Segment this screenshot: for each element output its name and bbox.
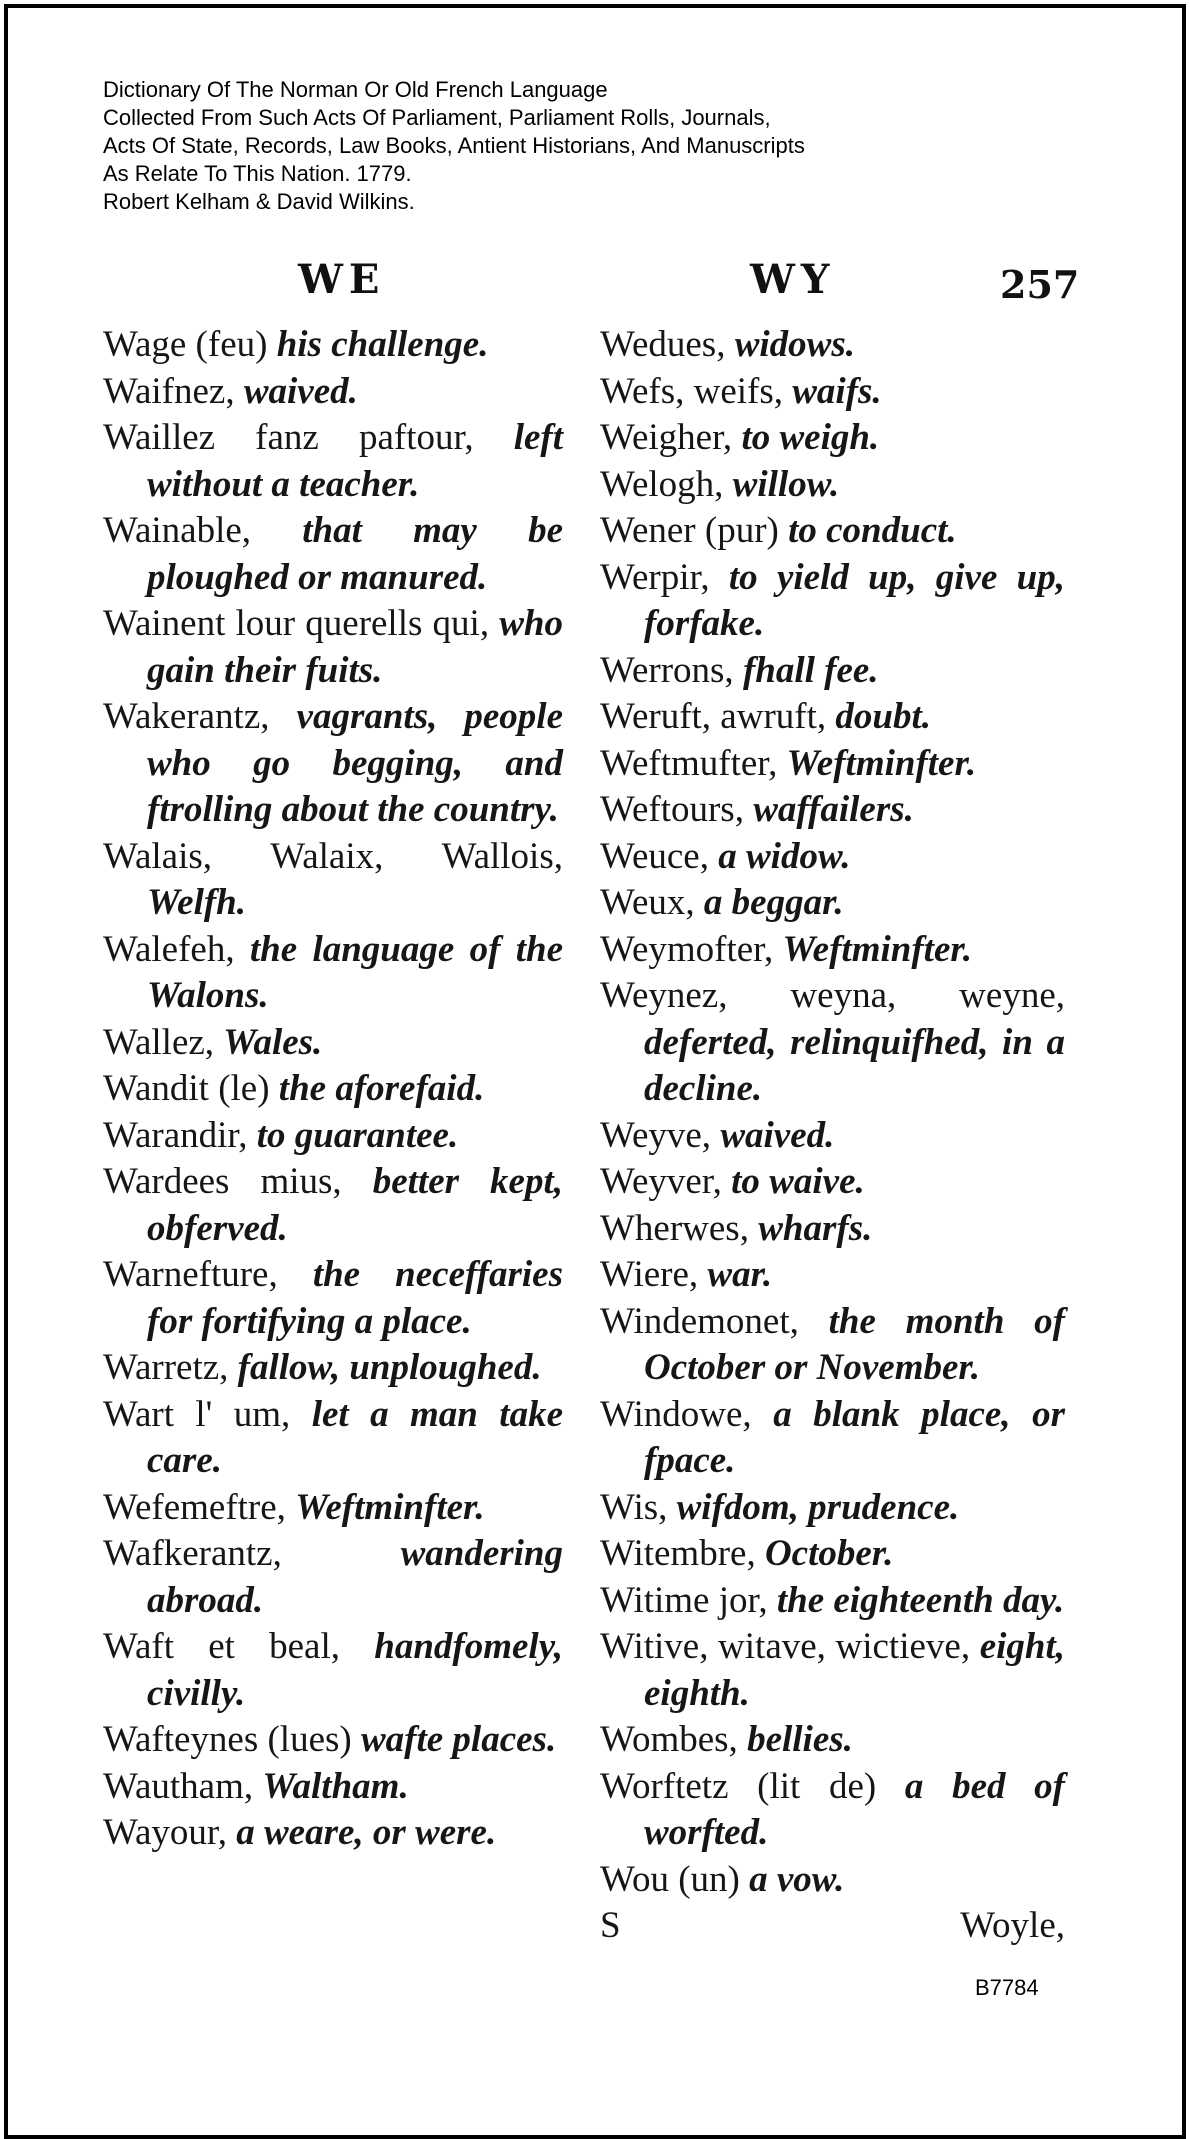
left-column-heading: WE: [298, 256, 386, 303]
header-line: As Relate To This Nation. 1779.: [103, 161, 412, 186]
entry-term: Wardees mius,: [103, 1161, 342, 1202]
dictionary-entry: [600, 1392, 1065, 1485]
dictionary-entry: [103, 1485, 563, 1532]
entry-definition: waived.: [243, 370, 358, 412]
dictionary-entry: [600, 462, 1065, 509]
entry-term: Wafteynes (lues): [103, 1719, 352, 1760]
entry-term: Welogh,: [600, 463, 724, 505]
entry-term: Witime jor,: [600, 1579, 768, 1621]
dictionary-entry: [600, 973, 1065, 1113]
entry-definition: eight, eighth.: [644, 1626, 1065, 1714]
entry-definition: better kept, obferved.: [147, 1161, 564, 1249]
dictionary-entry: [600, 1113, 1065, 1160]
entry-definition: to weigh.: [741, 417, 880, 458]
entry-definition: Wales.: [223, 1021, 323, 1063]
dictionary-entry: [103, 369, 563, 416]
entry-term: Windowe,: [600, 1393, 752, 1435]
entry-definition: widows.: [734, 324, 855, 365]
entry-definition: October.: [764, 1533, 894, 1574]
entry-definition: vagrants, people who go begging, and ftrolling about the country.: [147, 696, 564, 830]
entry-term: Warandir,: [103, 1114, 248, 1156]
entry-term: Weyve,: [600, 1114, 712, 1156]
dictionary-entry: [600, 1159, 1065, 1206]
entry-definition: waifs.: [792, 370, 882, 412]
dictionary-entry: [600, 1299, 1065, 1392]
dictionary-entry: [103, 1113, 563, 1160]
entry-definition: his challenge.: [276, 324, 489, 365]
dictionary-entry: [600, 369, 1065, 416]
entry-term: Weymofter,: [600, 928, 774, 970]
dictionary-entry: [600, 1857, 1065, 1904]
dictionary-entry: [103, 1020, 563, 1067]
header-line: Robert Kelham & David Wilkins.: [103, 189, 415, 214]
dictionary-entry: [600, 1578, 1065, 1625]
header-line: Collected From Such Acts Of Parliament, Parliament Rolls, Journals,: [103, 105, 771, 130]
dictionary-entry: [103, 1764, 563, 1811]
entry-term: Wherwes,: [600, 1207, 749, 1249]
entry-term: Wafkerantz,: [103, 1533, 282, 1574]
entry-term: Wou (un): [600, 1858, 740, 1900]
dictionary-entry: [600, 927, 1065, 974]
entry-definition: wharfs.: [758, 1207, 873, 1249]
entry-definition: that may be ploughed or manured.: [147, 510, 564, 598]
dictionary-entry: [103, 1066, 563, 1113]
entry-term: Wedues,: [600, 324, 726, 365]
entry-term: Weux,: [600, 882, 695, 923]
dictionary-entry: [600, 1531, 1065, 1578]
entry-term: Wainent lour querells qui,: [103, 603, 490, 644]
entry-definition: wafte places.: [360, 1719, 557, 1760]
entry-term: Weigher,: [600, 417, 733, 458]
entry-definition: who gain their fuits.: [147, 603, 563, 691]
entry-term: Wainable,: [103, 510, 252, 551]
dictionary-entry: [103, 927, 563, 1020]
entry-definition: doubt.: [835, 696, 931, 737]
dictionary-entry: [600, 1764, 1065, 1857]
entry-definition: a widow.: [718, 835, 851, 877]
dictionary-entry: [103, 834, 563, 927]
dictionary-entry: [103, 415, 563, 508]
entry-definition: the neceffaries for fortifying a place.: [147, 1254, 563, 1342]
entry-term: Waillez fanz paftour,: [103, 417, 474, 458]
right-column-heading: WY: [750, 256, 836, 303]
entry-definition: war.: [707, 1254, 773, 1295]
entry-term: Wautham,: [103, 1765, 254, 1807]
entry-definition: to yield up, give up, forfake.: [644, 556, 1066, 644]
dictionary-entry: [103, 1717, 563, 1764]
entry-definition: wandering abroad.: [147, 1533, 563, 1621]
entry-term: Witembre,: [600, 1533, 756, 1574]
dictionary-entry: [103, 508, 563, 601]
dictionary-entry: [103, 1345, 563, 1392]
entry-term: Weruft, awruft,: [600, 696, 827, 737]
dictionary-entry: [600, 1717, 1065, 1764]
entry-definition: Weftminfter.: [786, 742, 977, 784]
dictionary-entry: [600, 1206, 1065, 1253]
entry-term: Weftmufter,: [600, 742, 778, 784]
entry-term: Wayour,: [103, 1812, 227, 1853]
entry-definition: left without a teacher.: [147, 417, 563, 505]
entry-term: Worftetz (lit de): [600, 1765, 877, 1807]
entry-term: Weyver,: [600, 1161, 722, 1202]
entry-term: Weynez, weyna, weyne,: [600, 975, 1065, 1016]
entry-term: Weuce,: [600, 835, 709, 877]
entry-term: Werpir,: [600, 556, 710, 598]
dictionary-entry: [600, 1485, 1065, 1532]
dictionary-entry: [600, 741, 1065, 788]
entry-term: Walefeh,: [103, 928, 235, 970]
entry-term: Wefemeftre,: [103, 1486, 286, 1528]
dictionary-entry: [103, 1624, 563, 1717]
entry-term: Wombes,: [600, 1719, 738, 1760]
dictionary-entry: [600, 415, 1065, 462]
entry-definition: a weare, or were.: [236, 1812, 497, 1853]
entry-definition: a vow.: [749, 1858, 845, 1900]
entry-definition: the language of the Walons.: [147, 928, 563, 1016]
entry-definition: the aforefaid.: [278, 1068, 485, 1109]
dictionary-entry: [600, 508, 1065, 555]
entry-term: Weftours,: [600, 789, 744, 830]
dictionary-entry: [103, 322, 563, 369]
entry-definition: the eighteenth day.: [776, 1579, 1065, 1621]
entry-term: Warnefture,: [103, 1254, 278, 1295]
entry-term: Wandit (le): [103, 1068, 270, 1109]
entry-definition: to waive.: [731, 1161, 865, 1202]
entry-definition: a beggar.: [703, 882, 844, 923]
entry-definition: to guarantee.: [256, 1114, 459, 1156]
entry-definition: handfomely, civilly.: [147, 1626, 564, 1714]
entry-definition: Welfh.: [147, 882, 247, 923]
entry-definition: deferted, relinquifhed, in a decline.: [644, 1021, 1065, 1109]
dictionary-entry: [600, 694, 1065, 741]
entry-term: Wage (feu): [103, 324, 268, 365]
dictionary-entry: [600, 834, 1065, 881]
dictionary-entry: [103, 1392, 563, 1485]
entry-term: Werrons,: [600, 649, 734, 691]
entry-definition: a bed of worfted.: [644, 1765, 1065, 1853]
left-column: [103, 322, 563, 1857]
page-number: 257: [1000, 262, 1080, 307]
right-column: [600, 322, 1065, 1950]
header-line: Acts Of State, Records, Law Books, Antient Historians, And Manuscripts: [103, 133, 805, 158]
document-code: B7784: [975, 1975, 1039, 2000]
entry-term: Waft et beal,: [103, 1626, 341, 1667]
entry-definition: a blank place, or fpace.: [644, 1393, 1065, 1481]
dictionary-entry: [103, 1810, 563, 1857]
dictionary-entry: [600, 880, 1065, 927]
entry-definition: Weftminfter.: [782, 928, 972, 970]
dictionary-entry: [600, 787, 1065, 834]
dictionary-entry: [600, 648, 1065, 695]
entry-term: Waifnez,: [103, 370, 235, 412]
dictionary-entry: [600, 555, 1065, 648]
catchline: [600, 1903, 1065, 1950]
source-header: [103, 76, 805, 216]
entry-term: Wefs, weifs,: [600, 370, 783, 412]
entry-term: Witive, witave, wictieve,: [600, 1626, 971, 1667]
dictionary-entry: [103, 1531, 563, 1624]
entry-definition: let a man take care.: [147, 1393, 564, 1481]
entry-definition: to conduct.: [788, 510, 957, 551]
dictionary-entry: [600, 1252, 1065, 1299]
entry-definition: fhall fee.: [742, 649, 879, 691]
dictionary-entry: [103, 694, 563, 834]
entry-term: Windemonet,: [600, 1300, 799, 1342]
signature-mark: S: [600, 1905, 621, 1946]
entry-definition: bellies.: [747, 1719, 853, 1760]
entry-term: Wakerantz,: [103, 696, 270, 737]
catchword: Woyle,: [960, 1905, 1065, 1946]
entry-term: Wallez,: [103, 1021, 215, 1063]
dictionary-entry: [103, 601, 563, 694]
entry-definition: Weftminfter.: [295, 1486, 485, 1528]
entry-definition: Waltham.: [262, 1765, 409, 1807]
entry-definition: wifdom, prudence.: [676, 1486, 960, 1528]
entry-term: Wener (pur): [600, 510, 779, 551]
entry-definition: the month of October or November.: [644, 1300, 1065, 1388]
dictionary-entry: [103, 1159, 563, 1252]
entry-definition: waffailers.: [753, 789, 914, 830]
dictionary-entry: [103, 1252, 563, 1345]
entry-definition: fallow, unploughed.: [237, 1347, 542, 1388]
entry-term: Walais, Walaix, Wallois,: [103, 835, 563, 877]
entry-definition: willow.: [732, 463, 840, 505]
entry-term: Warretz,: [103, 1347, 229, 1388]
entry-term: Wart l' um,: [103, 1393, 291, 1435]
entry-definition: waived.: [720, 1114, 835, 1156]
entry-term: Wis,: [600, 1486, 668, 1528]
entry-term: Wiere,: [600, 1254, 699, 1295]
dictionary-entry: [600, 1624, 1065, 1717]
header-line: Dictionary Of The Norman Or Old French Language: [103, 77, 608, 102]
dictionary-entry: [600, 322, 1065, 369]
